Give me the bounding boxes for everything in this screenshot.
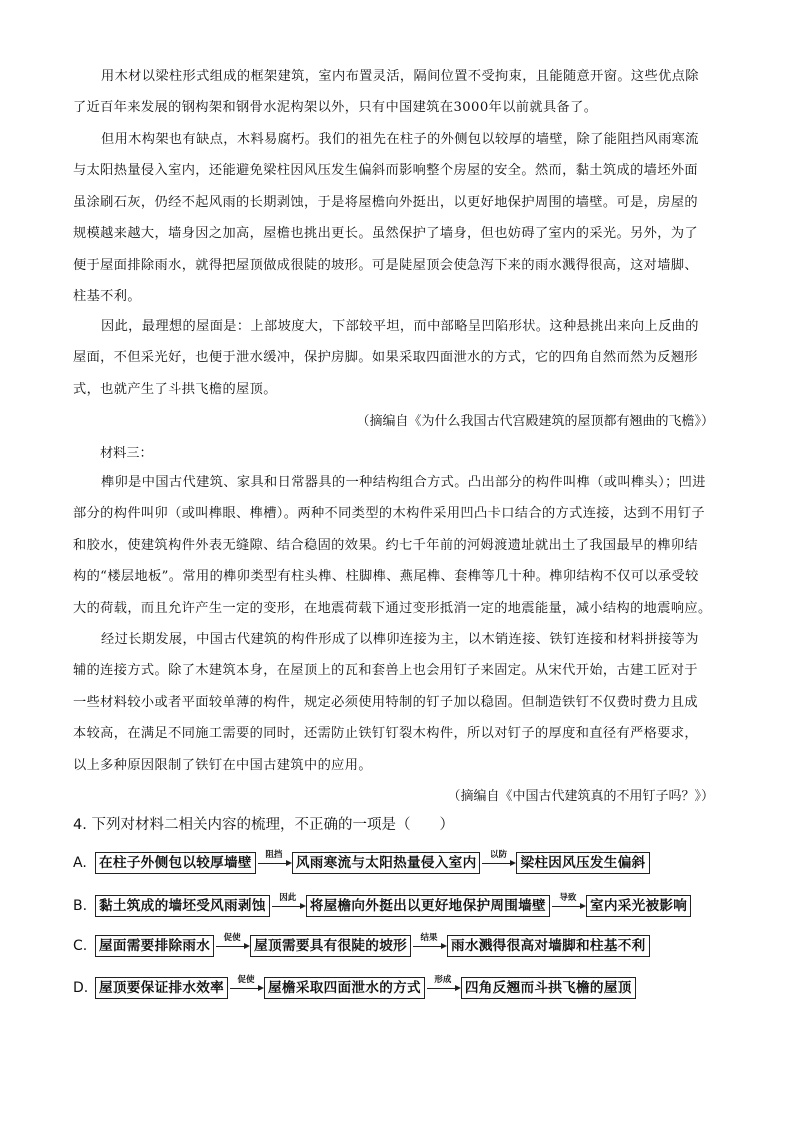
flow-box: 室内采光被影响 bbox=[586, 895, 691, 917]
arrow-head-icon bbox=[286, 860, 292, 866]
flow-box: 屋顶要保证排水效率 bbox=[95, 977, 228, 999]
arrow-label: 以防 bbox=[489, 850, 507, 860]
question-stem: 4. 下列对材料二相关内容的梳理，不正确的一项是（ ） bbox=[73, 817, 454, 833]
text-line: 榫卯是中国古代建筑、家具和日常器具的一种结构组合方式。凸出部分的构件叫榫（或叫榫头）；凹进 bbox=[101, 475, 706, 490]
arrow-head-icon bbox=[244, 943, 250, 949]
text-line: 式，也就产生了斗拱飞檐的屋顶。 bbox=[73, 381, 277, 397]
text-line: 和胶水，使建筑构件外表无缝隙、结合稳固的效果。约七千年前的河姆渡遗址就出土了我国最早的榫卯结 bbox=[73, 537, 699, 553]
text-line: 大的荷载，而且允许产生一定的变形，在地震荷载下通过变形抵消一定的地震能量，减小结构的地震响应。 bbox=[73, 600, 712, 616]
text-line: 柱基不利。 bbox=[73, 288, 141, 304]
arrow-label: 结果 bbox=[420, 933, 438, 943]
text-line: 部分的构件叫卯（或叫榫眼、榫槽）。两种不同类型的木构件采用凹凸卡口结合的方式连接，达到不用钉子 bbox=[73, 506, 706, 522]
text-line: 与太阳热量侵入室内，还能避免梁柱因风压发生偏斜而影响整个房屋的安全。然而，黏土筑成的墙坯外面 bbox=[73, 163, 699, 179]
text-line: 用木材以梁柱形式组成的框架建筑，室内布置灵活，隔间位置不受拘束，且能随意开窗。这些优点除 bbox=[101, 69, 699, 84]
arrow-head-icon bbox=[580, 903, 586, 909]
flow-arrow bbox=[228, 976, 264, 1000]
flow-box: 屋顶需要具有很陡的坡形 bbox=[250, 935, 411, 957]
text-line: 便于屋面排除雨水，就得把屋顶做成很陡的坡形。可是陡屋顶会使急泻下来的雨水溅得很高，这对墙脚、 bbox=[73, 257, 699, 273]
option-c[interactable] bbox=[73, 934, 650, 958]
flow-arrow bbox=[256, 851, 292, 875]
option-letter: C. bbox=[73, 938, 88, 954]
option-b[interactable] bbox=[73, 894, 691, 918]
source-citation-material-three: （摘编自《中国古代建筑真的不用钉子吗？》） bbox=[447, 789, 714, 804]
flow-box: 四角反翘而斗拱飞檐的屋顶 bbox=[461, 977, 636, 999]
option-a[interactable] bbox=[73, 851, 650, 875]
option-letter: D. bbox=[73, 980, 89, 996]
flow-arrow bbox=[411, 934, 447, 958]
option-letter: B. bbox=[73, 898, 88, 914]
arrow-head-icon bbox=[510, 860, 516, 866]
flow-arrow bbox=[425, 976, 461, 1000]
flow-box: 屋面需要排除雨水 bbox=[95, 935, 214, 957]
flow-box: 雨水溅得很高对墙脚和柱基不利 bbox=[447, 935, 650, 957]
arrow-label: 因此 bbox=[279, 893, 297, 903]
text-line: 一些材料较小或者平面较单薄的构件，规定必须使用特制的钉子加以稳固。但制造铁钉不仅费时费力且成 bbox=[73, 694, 699, 710]
arrow-label: 形成 bbox=[434, 975, 452, 985]
flow-arrow bbox=[480, 851, 516, 875]
paragraph-framework-advantages bbox=[73, 61, 721, 124]
flow-box: 风雨寒流与太阳热量侵入室内 bbox=[292, 852, 481, 874]
text-line: 但用木构架也有缺点，木料易腐朽。我们的祖先在柱子的外侧包以较厚的墙壁，除了能阻挡风雨寒流 bbox=[101, 132, 699, 147]
arrow-label: 促使 bbox=[223, 933, 241, 943]
flow-box: 在柱子外侧包以较厚墙壁 bbox=[95, 852, 256, 874]
flow-arrow bbox=[550, 894, 586, 918]
text-line: 本较高，在满足不同施工需要的同时，还需防止铁钉钉裂木构件，所以对钉子的厚度和直径有严格要求， bbox=[73, 726, 699, 742]
text-line: 因此，最理想的屋面是：上部坡度大，下部较平坦，而中部略呈凹陷形状。这种悬挑出来向上反曲的 bbox=[101, 319, 699, 334]
paragraph-nail-usage bbox=[73, 624, 721, 781]
text-line: 了近百年来发展的钢构架和钢骨水泥构架以外，只有中国建筑在3000年以前就具备了。 bbox=[73, 100, 598, 116]
flow-box: 屋檐采取四面泄水的方式 bbox=[264, 977, 425, 999]
arrow-label: 导致 bbox=[559, 893, 577, 903]
paragraph-framework-drawbacks bbox=[73, 124, 721, 312]
arrow-label: 促使 bbox=[237, 975, 255, 985]
text-line: 以上多种原因限制了铁钉在中国古建筑中的应用。 bbox=[73, 757, 372, 773]
arrow-head-icon bbox=[300, 903, 306, 909]
flow-box: 梁柱因风压发生偏斜 bbox=[516, 852, 649, 874]
text-line: 构的“楼层地板”。常用的榫卯类型有柱头榫、柱脚榫、燕尾榫、套榫等几十种。榫卯结构不仅可以承受较 bbox=[73, 569, 699, 585]
flow-box: 将屋檐向外挺出以更好地保护周围墙壁 bbox=[306, 895, 550, 917]
arrow-head-icon bbox=[258, 985, 264, 991]
flow-box: 黏土筑成的墙坯受风雨剥蚀 bbox=[95, 895, 270, 917]
text-line: 虽涂刷石灰，仍经不起风雨的长期剥蚀，于是将屋檐向外挺出，以更好地保护周围的墙壁。可是，房屋的 bbox=[73, 194, 699, 210]
text-line: 辅的连接方式。除了木建筑本身，在屋顶上的瓦和套兽上也会用钉子来固定。从宋代开始，古建工匠对于 bbox=[73, 663, 699, 679]
arrow-head-icon bbox=[441, 943, 447, 949]
option-letter: A. bbox=[73, 855, 87, 871]
text-line: 屋面，不但采光好，也便于泄水缓冲，保护房脚。如果采取四面泄水的方式，它的四角自然而然为反翘形 bbox=[73, 350, 699, 366]
material-three-label: 材料三： bbox=[100, 446, 153, 461]
flow-arrow bbox=[214, 934, 250, 958]
paragraph-ideal-roof bbox=[73, 311, 721, 405]
text-line: 规模越来越大，墙身因之加高，屋檐也挑出更长。虽然保护了墙身，但也妨碍了室内的采光。另外，为了 bbox=[73, 226, 699, 242]
flow-arrow bbox=[270, 894, 306, 918]
text-line: 经过长期发展，中国古代建筑的构件形成了以榫卯连接为主，以木销连接、铁钉连接和材料拼接等为 bbox=[101, 632, 699, 647]
arrow-label: 阻挡 bbox=[265, 850, 283, 860]
source-citation-material-two: （摘编自《为什么我国古代宫殿建筑的屋顶都有翘曲的飞檐》） bbox=[356, 414, 714, 429]
option-d[interactable] bbox=[73, 976, 636, 1000]
arrow-head-icon bbox=[455, 985, 461, 991]
paragraph-mortise-tenon bbox=[73, 467, 721, 624]
